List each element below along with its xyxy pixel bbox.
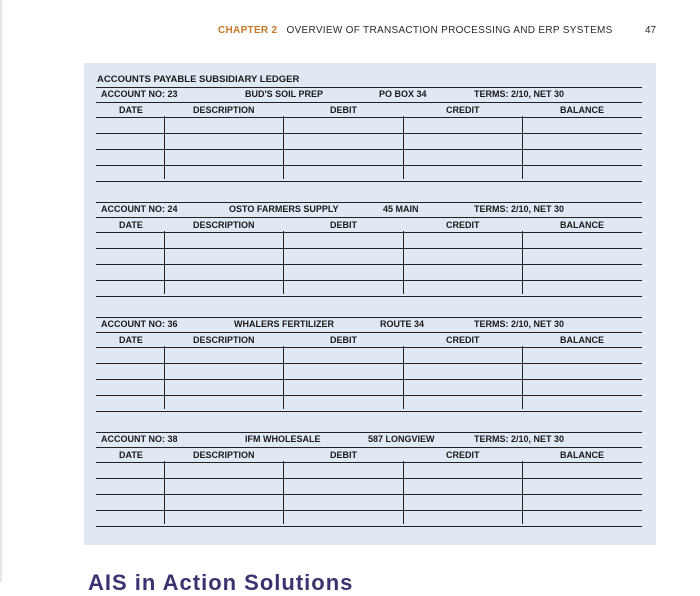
column-divider bbox=[164, 461, 165, 524]
account-number: ACCOUNT NO: 24 bbox=[101, 204, 178, 214]
account-block-38 bbox=[96, 432, 642, 527]
column-divider bbox=[164, 346, 165, 409]
col-description: DESCRIPTION bbox=[193, 105, 255, 115]
account-header bbox=[96, 87, 642, 103]
col-balance: BALANCE bbox=[560, 450, 604, 460]
col-credit: CREDIT bbox=[446, 335, 480, 345]
vendor-name: WHALERS FERTILIZER bbox=[234, 319, 334, 329]
col-description: DESCRIPTION bbox=[193, 335, 255, 345]
column-header-row bbox=[96, 333, 642, 348]
account-block-23 bbox=[96, 87, 642, 182]
account-header bbox=[96, 317, 642, 333]
col-date: DATE bbox=[119, 220, 143, 230]
page-edge bbox=[0, 0, 2, 582]
row-line bbox=[96, 411, 642, 412]
row-line bbox=[96, 478, 642, 479]
column-divider bbox=[283, 461, 284, 524]
col-debit: DEBIT bbox=[330, 105, 357, 115]
col-description: DESCRIPTION bbox=[193, 220, 255, 230]
row-line bbox=[96, 363, 642, 364]
col-date: DATE bbox=[119, 105, 143, 115]
column-divider bbox=[283, 346, 284, 409]
col-debit: DEBIT bbox=[330, 220, 357, 230]
row-line bbox=[96, 264, 642, 265]
account-block-24 bbox=[96, 202, 642, 297]
payment-terms: TERMS: 2/10, NET 30 bbox=[474, 204, 565, 214]
col-balance: BALANCE bbox=[560, 105, 604, 115]
column-divider bbox=[403, 116, 404, 179]
row-line bbox=[96, 248, 642, 249]
running-head bbox=[218, 25, 613, 36]
row-line bbox=[96, 526, 642, 527]
section-title: OVERVIEW OF TRANSACTION PROCESSING AND ERP SYSTEMS bbox=[286, 25, 613, 36]
column-divider bbox=[164, 231, 165, 294]
vendor-name: IFM WHOLESALE bbox=[245, 434, 321, 444]
column-divider bbox=[522, 231, 523, 294]
column-divider bbox=[522, 116, 523, 179]
row-line bbox=[96, 133, 642, 134]
payment-terms: TERMS: 2/10, NET 30 bbox=[474, 89, 565, 99]
row-line bbox=[96, 395, 642, 396]
col-balance: BALANCE bbox=[560, 220, 604, 230]
payment-terms: TERMS: 2/10, NET 30 bbox=[474, 434, 565, 444]
ledger-panel bbox=[84, 63, 656, 545]
ledger-title: ACCOUNTS PAYABLE SUBSIDIARY LEDGER bbox=[97, 74, 300, 85]
column-header-row bbox=[96, 448, 642, 463]
column-header-row bbox=[96, 218, 642, 233]
row-line bbox=[96, 296, 642, 297]
column-divider bbox=[403, 346, 404, 409]
account-number: ACCOUNT NO: 38 bbox=[101, 434, 178, 444]
col-debit: DEBIT bbox=[330, 335, 357, 345]
column-divider bbox=[283, 116, 284, 179]
col-date: DATE bbox=[119, 450, 143, 460]
column-divider bbox=[164, 116, 165, 179]
vendor-name: OSTO FARMERS SUPPLY bbox=[229, 204, 339, 214]
account-header bbox=[96, 432, 642, 448]
vendor-name: BUD'S SOIL PREP bbox=[245, 89, 323, 99]
column-divider bbox=[522, 461, 523, 524]
chapter-label: CHAPTER 2 bbox=[218, 25, 278, 36]
column-divider bbox=[403, 231, 404, 294]
col-credit: CREDIT bbox=[446, 450, 480, 460]
col-balance: BALANCE bbox=[560, 335, 604, 345]
page-number: 47 bbox=[645, 25, 657, 36]
account-number: ACCOUNT NO: 23 bbox=[101, 89, 178, 99]
column-divider bbox=[403, 461, 404, 524]
cutoff-heading: AIS in Action Solutions bbox=[88, 570, 354, 595]
account-number: ACCOUNT NO: 36 bbox=[101, 319, 178, 329]
ledger-rows bbox=[96, 348, 642, 412]
column-divider bbox=[522, 346, 523, 409]
row-line bbox=[96, 494, 642, 495]
ledger-rows bbox=[96, 463, 642, 527]
vendor-address: PO BOX 34 bbox=[379, 89, 427, 99]
row-line bbox=[96, 165, 642, 166]
row-line bbox=[96, 379, 642, 380]
vendor-address: 587 LONGVIEW bbox=[368, 434, 435, 444]
ledger-rows bbox=[96, 118, 642, 182]
ledger-rows bbox=[96, 233, 642, 297]
row-line bbox=[96, 181, 642, 182]
column-divider bbox=[283, 231, 284, 294]
account-block-36 bbox=[96, 317, 642, 412]
vendor-address: ROUTE 34 bbox=[380, 319, 425, 329]
row-line bbox=[96, 280, 642, 281]
row-line bbox=[96, 149, 642, 150]
account-header bbox=[96, 202, 642, 218]
col-debit: DEBIT bbox=[330, 450, 357, 460]
col-credit: CREDIT bbox=[446, 220, 480, 230]
col-credit: CREDIT bbox=[446, 105, 480, 115]
column-header-row bbox=[96, 103, 642, 118]
row-line bbox=[96, 510, 642, 511]
vendor-address: 45 MAIN bbox=[383, 204, 419, 214]
payment-terms: TERMS: 2/10, NET 30 bbox=[474, 319, 565, 329]
col-date: DATE bbox=[119, 335, 143, 345]
col-description: DESCRIPTION bbox=[193, 450, 255, 460]
